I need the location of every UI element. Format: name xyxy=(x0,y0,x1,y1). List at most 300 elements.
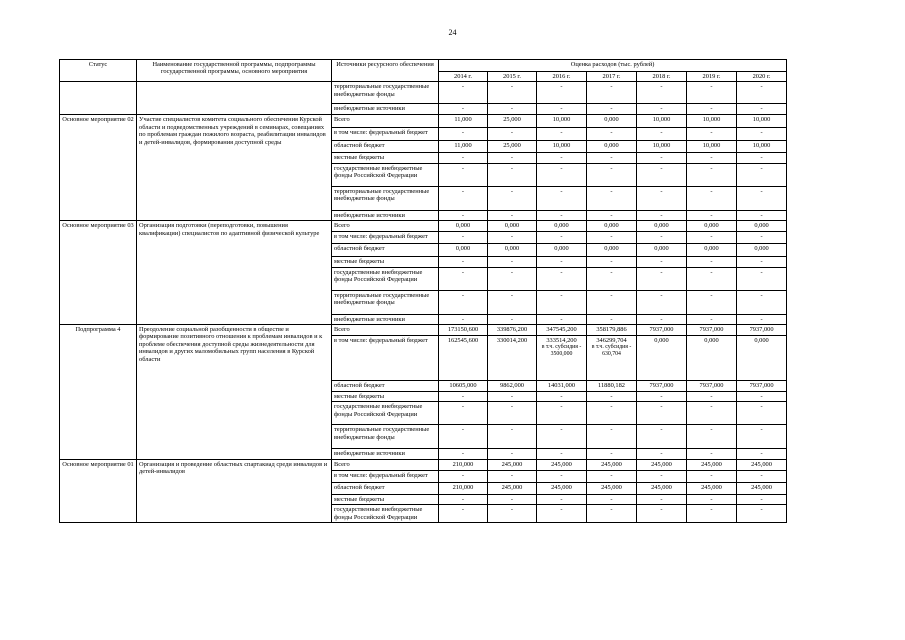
value-text: - xyxy=(510,187,514,195)
value-text: - xyxy=(710,129,713,137)
value-text: - xyxy=(660,471,663,479)
value-cell xyxy=(488,482,537,494)
value-cell xyxy=(587,325,637,336)
value-text: 210,000 xyxy=(452,460,474,468)
value-cell xyxy=(488,153,537,163)
value-cell xyxy=(737,244,787,257)
value-cell xyxy=(687,244,737,257)
value-cell xyxy=(587,494,637,504)
value-cell xyxy=(488,449,537,459)
value-cell xyxy=(637,210,687,220)
value-cell xyxy=(439,163,488,186)
value-cell xyxy=(687,104,737,115)
value-cell xyxy=(637,325,687,336)
value-cell xyxy=(687,257,737,267)
value-text: - xyxy=(610,426,613,434)
value-text: - xyxy=(461,315,465,323)
value-text: - xyxy=(610,211,613,219)
value-text: - xyxy=(461,154,465,162)
value-cell xyxy=(537,482,587,494)
source-cell: областной бюджет xyxy=(332,141,439,153)
value-text: 7937,000 xyxy=(749,382,774,390)
value-text: 0,000 xyxy=(554,222,569,230)
value-cell xyxy=(488,244,537,257)
value-text: 245,000 xyxy=(751,483,772,491)
value-text: - xyxy=(461,129,465,137)
value-text: - xyxy=(610,393,613,401)
value-text: - xyxy=(510,426,514,434)
value-cell xyxy=(637,232,687,244)
value-cell xyxy=(439,336,488,381)
value-cell xyxy=(439,381,488,392)
value-text: - xyxy=(610,495,613,503)
value-cell xyxy=(587,381,637,392)
value-text: - xyxy=(461,105,465,113)
value-cell xyxy=(439,257,488,267)
value-cell xyxy=(439,232,488,244)
value-text: - xyxy=(760,164,763,172)
value-cell xyxy=(439,104,488,115)
value-cell xyxy=(488,381,537,392)
value-cell xyxy=(737,325,787,336)
value-cell xyxy=(537,186,587,210)
value-cell xyxy=(737,314,787,324)
source-cell: областной бюджет xyxy=(332,244,439,257)
value-cell xyxy=(687,267,737,290)
value-cell xyxy=(587,186,637,210)
value-text: - xyxy=(510,471,514,479)
value-cell xyxy=(737,267,787,290)
value-cell xyxy=(587,257,637,267)
sources-header: Источники ресурсного обеспечения xyxy=(332,60,439,82)
value-cell xyxy=(439,505,488,523)
value-text: - xyxy=(560,233,563,241)
value-cell xyxy=(687,392,737,402)
value-text: - xyxy=(760,258,763,266)
value-text: 0,000 xyxy=(704,337,719,345)
value-cell xyxy=(439,494,488,504)
value-text: - xyxy=(710,506,713,514)
source-cell: местные бюджеты xyxy=(332,392,439,402)
value-cell xyxy=(537,257,587,267)
value-text: - xyxy=(560,105,563,113)
value-cell xyxy=(537,336,587,381)
value-text: - xyxy=(710,211,713,219)
value-text: - xyxy=(710,258,713,266)
table-row xyxy=(60,221,787,232)
value-cell xyxy=(637,82,687,104)
value-cell xyxy=(537,82,587,104)
value-text: - xyxy=(660,426,663,434)
value-text: - xyxy=(760,393,763,401)
budget-table xyxy=(59,59,787,523)
value-text: - xyxy=(510,129,514,137)
value-cell xyxy=(587,141,637,153)
value-cell xyxy=(637,104,687,115)
value-text: - xyxy=(610,83,613,91)
value-text: 0,000 xyxy=(604,222,619,230)
value-cell xyxy=(488,82,537,104)
value-text: 7937,000 xyxy=(649,382,674,390)
value-cell xyxy=(537,402,587,425)
value-cell xyxy=(537,163,587,186)
value-cell xyxy=(737,128,787,141)
value-cell xyxy=(439,267,488,290)
value-text: 162545,600 xyxy=(447,337,479,345)
value-text: 245,000 xyxy=(701,460,722,468)
value-text: 10,000 xyxy=(702,142,721,150)
value-cell xyxy=(637,290,687,314)
value-text: 0,000 xyxy=(654,245,669,253)
value-cell xyxy=(488,494,537,504)
value-text: - xyxy=(461,450,465,458)
value-text: 10,000 xyxy=(552,142,571,150)
value-cell xyxy=(537,459,587,470)
value-text: - xyxy=(660,129,663,137)
value-text: - xyxy=(610,129,613,137)
value-cell xyxy=(687,381,737,392)
header-row xyxy=(60,60,787,72)
status-cell: Основное мероприятие 01 xyxy=(60,459,137,522)
value-cell xyxy=(637,314,687,324)
value-cell xyxy=(737,82,787,104)
source-cell: территориальные государственные внебюджетные фонды xyxy=(332,82,439,104)
value-text: - xyxy=(510,83,514,91)
source-cell: в том числе: федеральный бюджет xyxy=(332,232,439,244)
value-text: - xyxy=(510,154,514,162)
value-cell xyxy=(737,232,787,244)
value-cell xyxy=(587,128,637,141)
value-cell xyxy=(687,425,737,449)
value-cell xyxy=(439,482,488,494)
value-cell xyxy=(537,470,587,482)
value-text: - xyxy=(461,506,465,514)
value-text: 11880,182 xyxy=(598,382,625,390)
value-cell xyxy=(587,482,637,494)
value-text: - xyxy=(760,129,763,137)
value-text: - xyxy=(560,291,563,299)
value-text: - xyxy=(760,426,763,434)
value-text: - xyxy=(510,450,514,458)
value-text: 10,000 xyxy=(752,116,771,124)
value-text: 358179,886 xyxy=(596,326,627,334)
value-cell xyxy=(439,82,488,104)
value-text: - xyxy=(510,403,514,411)
value-text: 0,000 xyxy=(754,337,769,345)
value-cell xyxy=(737,402,787,425)
value-cell xyxy=(488,290,537,314)
value-text: - xyxy=(610,154,613,162)
value-text: - xyxy=(760,506,763,514)
value-text: - xyxy=(560,83,563,91)
value-cell xyxy=(488,257,537,267)
value-cell xyxy=(587,290,637,314)
value-cell xyxy=(537,115,587,128)
source-cell: Всего xyxy=(332,221,439,232)
value-cell xyxy=(537,314,587,324)
value-text: - xyxy=(660,315,663,323)
value-cell xyxy=(737,336,787,381)
value-text: 11,000 xyxy=(454,116,472,124)
value-cell xyxy=(488,267,537,290)
value-text: - xyxy=(461,291,465,299)
value-text: - xyxy=(760,233,763,241)
value-cell xyxy=(587,210,637,220)
value-cell xyxy=(439,425,488,449)
value-text: - xyxy=(710,471,713,479)
value-cell xyxy=(488,470,537,482)
value-text: - xyxy=(560,268,563,276)
value-cell xyxy=(687,163,737,186)
value-text: 0,000 xyxy=(704,222,719,230)
value-text: 0,000 xyxy=(604,142,619,150)
value-cell xyxy=(637,163,687,186)
value-cell xyxy=(537,141,587,153)
program-name-cell: Организация подготовки (переподготовки, повышения квалификации) специалистов по адаптивной физической культуре xyxy=(137,221,332,325)
value-text: - xyxy=(560,154,563,162)
value-text: 245,000 xyxy=(601,483,622,491)
value-text: 10,000 xyxy=(752,142,771,150)
value-text: - xyxy=(510,506,514,514)
value-text: 0,000 xyxy=(704,245,719,253)
value-text: - xyxy=(760,268,763,276)
value-cell xyxy=(637,267,687,290)
value-text: - xyxy=(510,211,514,219)
value-cell xyxy=(439,244,488,257)
value-text: - xyxy=(560,506,563,514)
source-cell: областной бюджет xyxy=(332,482,439,494)
value-text: - xyxy=(610,268,613,276)
value-text: - xyxy=(510,268,514,276)
year-header: 2017 г. xyxy=(587,72,637,82)
value-cell xyxy=(737,186,787,210)
value-text: - xyxy=(461,495,465,503)
value-text: - xyxy=(710,268,713,276)
value-cell xyxy=(587,505,637,523)
value-cell xyxy=(637,449,687,459)
value-cell xyxy=(488,210,537,220)
value-cell xyxy=(587,104,637,115)
value-text: - xyxy=(610,315,613,323)
year-header: 2016 г. xyxy=(537,72,587,82)
source-cell: территориальные государственные внебюджетные фонды xyxy=(332,290,439,314)
value-text: 0,000 xyxy=(504,245,520,253)
value-text: - xyxy=(760,187,763,195)
value-text: 10605,000 xyxy=(449,382,477,390)
source-cell: местные бюджеты xyxy=(332,153,439,163)
value-cell xyxy=(488,325,537,336)
value-cell xyxy=(687,141,737,153)
value-cell xyxy=(587,470,637,482)
value-cell xyxy=(439,314,488,324)
value-text: - xyxy=(710,83,713,91)
value-cell xyxy=(537,392,587,402)
value-cell xyxy=(687,336,737,381)
value-cell xyxy=(587,232,637,244)
value-text: - xyxy=(610,164,613,172)
value-text: - xyxy=(760,83,763,91)
value-cell xyxy=(687,325,737,336)
value-cell xyxy=(439,290,488,314)
source-cell: внебюджетные источники xyxy=(332,314,439,324)
value-text: 245,000 xyxy=(601,460,622,468)
value-text: 0,000 xyxy=(455,245,471,253)
value-cell xyxy=(488,128,537,141)
source-cell: местные бюджеты xyxy=(332,494,439,504)
value-cell xyxy=(537,104,587,115)
value-text: - xyxy=(760,315,763,323)
value-cell xyxy=(637,221,687,232)
value-text: - xyxy=(461,187,465,195)
program-name-cell: Преодоление социальной разобщенности в обществе и формирование позитивного отношения к проблемам инвалидов и к проблеме обеспечения доступной среды жизнедеятельности для инвалидов и других маломобильных групп населения в Курской области xyxy=(137,325,332,460)
value-cell xyxy=(637,459,687,470)
value-text: - xyxy=(660,164,663,172)
status-cell: Основное мероприятие 02 xyxy=(60,115,137,221)
value-text: - xyxy=(510,315,514,323)
value-cell xyxy=(687,221,737,232)
value-text: - xyxy=(760,450,763,458)
value-text: - xyxy=(560,129,563,137)
value-text: 0,000 xyxy=(604,116,619,124)
value-cell xyxy=(737,257,787,267)
value-cell xyxy=(439,210,488,220)
table-row xyxy=(60,325,787,336)
value-text: 245,000 xyxy=(651,460,672,468)
value-cell xyxy=(637,381,687,392)
value-text: - xyxy=(560,403,563,411)
table-body xyxy=(60,82,787,523)
value-cell xyxy=(737,494,787,504)
value-cell xyxy=(637,186,687,210)
value-cell xyxy=(587,244,637,257)
value-cell xyxy=(737,153,787,163)
value-text: - xyxy=(710,233,713,241)
value-cell xyxy=(737,459,787,470)
value-cell xyxy=(737,210,787,220)
value-cell xyxy=(737,104,787,115)
value-text: 7937,000 xyxy=(699,326,724,334)
value-text: - xyxy=(510,105,514,113)
value-cell xyxy=(637,482,687,494)
value-cell xyxy=(687,470,737,482)
value-text: 173150,600 xyxy=(447,326,479,334)
value-text: - xyxy=(510,495,514,503)
program-name-cell xyxy=(137,82,332,115)
estimate-header: Оценка расходов (тыс. рублей) xyxy=(439,60,787,72)
value-text: - xyxy=(710,450,713,458)
value-cell xyxy=(637,336,687,381)
value-text: - xyxy=(710,426,713,434)
value-cell xyxy=(488,115,537,128)
value-text: - xyxy=(560,187,563,195)
value-text: - xyxy=(610,471,613,479)
value-cell xyxy=(687,153,737,163)
value-text: - xyxy=(461,164,465,172)
value-text: 7937,000 xyxy=(699,382,724,390)
source-cell: государственные внебюджетные фонды Российской Федерации xyxy=(332,505,439,523)
value-text: - xyxy=(560,258,563,266)
value-cell xyxy=(537,494,587,504)
source-cell: в том числе: федеральный бюджет xyxy=(332,470,439,482)
value-cell xyxy=(587,163,637,186)
value-text: - xyxy=(660,154,663,162)
value-text: 14031,000 xyxy=(547,382,576,390)
value-cell xyxy=(488,141,537,153)
value-cell xyxy=(637,115,687,128)
value-cell xyxy=(537,425,587,449)
value-text: - xyxy=(560,450,563,458)
value-text: - xyxy=(560,315,563,323)
status-cell xyxy=(60,82,137,115)
source-cell: территориальные государственные внебюджетные фонды xyxy=(332,425,439,449)
value-text: 10,000 xyxy=(652,142,671,150)
value-text: - xyxy=(461,211,465,219)
value-text: - xyxy=(660,506,663,514)
value-cell xyxy=(637,257,687,267)
value-cell xyxy=(587,267,637,290)
value-cell xyxy=(737,115,787,128)
source-cell: Всего xyxy=(332,325,439,336)
value-cell xyxy=(687,505,737,523)
value-text: - xyxy=(610,291,613,299)
value-text: - xyxy=(660,393,663,401)
value-text: - xyxy=(510,164,514,172)
value-text: - xyxy=(760,211,763,219)
value-cell xyxy=(488,104,537,115)
value-cell xyxy=(488,459,537,470)
value-cell xyxy=(687,128,737,141)
status-header: Статус xyxy=(60,60,137,82)
value-text: - xyxy=(461,403,465,411)
value-cell xyxy=(439,186,488,210)
year-header: 2019 г. xyxy=(687,72,737,82)
value-text: - xyxy=(710,495,713,503)
value-cell xyxy=(439,449,488,459)
value-text: 0,000 xyxy=(754,245,769,253)
value-text: - xyxy=(760,291,763,299)
source-cell: в том числе: федеральный бюджет xyxy=(332,336,439,381)
value-cell xyxy=(488,505,537,523)
value-cell xyxy=(439,128,488,141)
value-cell xyxy=(537,290,587,314)
source-cell: государственные внебюджетные фонды Российской Федерации xyxy=(332,402,439,425)
value-text: - xyxy=(660,233,663,241)
value-text: - xyxy=(660,105,663,113)
value-cell xyxy=(439,325,488,336)
value-cell xyxy=(488,425,537,449)
value-cell xyxy=(587,82,637,104)
value-cell xyxy=(637,128,687,141)
value-cell xyxy=(687,115,737,128)
value-text: - xyxy=(610,258,613,266)
value-cell xyxy=(587,459,637,470)
value-cell xyxy=(488,186,537,210)
value-cell xyxy=(687,232,737,244)
value-text: - xyxy=(610,233,613,241)
value-cell xyxy=(488,314,537,324)
value-cell xyxy=(439,221,488,232)
source-cell: в том числе: федеральный бюджет xyxy=(332,128,439,141)
value-cell xyxy=(737,290,787,314)
value-cell xyxy=(537,128,587,141)
value-text: 245,000 xyxy=(551,483,572,491)
value-text: - xyxy=(760,105,763,113)
value-text: - xyxy=(560,471,563,479)
value-cell xyxy=(687,482,737,494)
value-text: 245,000 xyxy=(551,460,572,468)
value-text: - xyxy=(510,233,514,241)
value-cell xyxy=(439,115,488,128)
